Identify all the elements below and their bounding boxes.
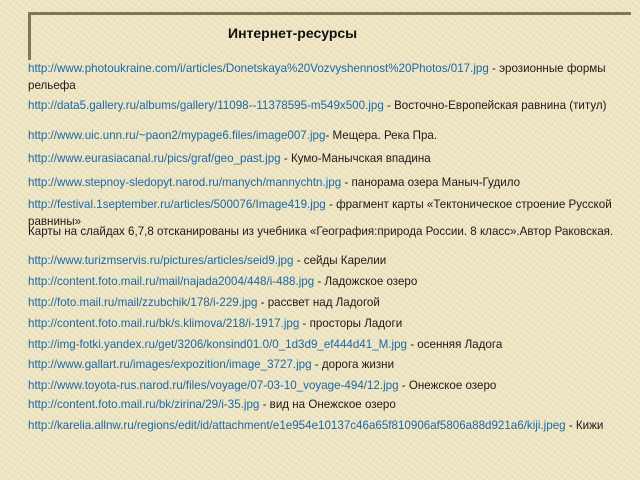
resource-link[interactable]: http://foto.mail.ru/mail/zzubchik/178/i-229.jpg [28,296,258,309]
resource-link[interactable]: http://img-fotki.yandex.ru/get/3206/konsind01.0/0_1d3d9_ef444d41_M.jpg [28,338,407,351]
list-item [28,97,628,114]
resource-link[interactable]: http://www.toyota-rus.narod.ru/files/voyage/07-03-10_voyage-494/12.jpg [28,379,399,392]
resource-description: - просторы Ладоги [299,317,403,330]
resource-description: - вид на Онежское озеро [259,398,396,411]
resource-link[interactable]: http://karelia.allnw.ru/regions/edit/id/attachment/e1e954e10137c46a65f810906af5806a88d921a6/kiji.jpeg [28,419,566,432]
resource-description: - дорога жизни [311,358,395,371]
resource-link[interactable]: http://www.turizmservis.ru/pictures/articles/seid9.jpg [28,254,294,267]
list-item [28,273,628,290]
resource-link[interactable]: http://data5.gallery.ru/albums/gallery/11098--11378595-m549x500.jpg [28,99,384,112]
resource-link[interactable]: http://www.gallart.ru/images/expozition/image_3727.jpg [28,358,312,371]
resource-link[interactable]: http://www.stepnoy-sledopyt.narod.ru/manych/mannychtn.jpg [28,176,342,189]
list-item [28,174,628,191]
resource-description: - рассвет над Ладогой [257,296,380,309]
resource-description: - панорама озера Маныч-Гудило [341,176,521,189]
list-item [28,315,628,332]
list-item [28,252,628,269]
source-note: Карты на слайдах 6,7,8 отсканированы из учебника «География:природа России. 8 класс».Автор Раковская. [28,225,614,238]
list-item [28,417,628,434]
resource-description: - Мещера. Река Пра. [325,129,438,142]
resource-link[interactable]: http://www.uic.unn.ru/~paon2/mypage6.files/image007.jpg [28,129,326,142]
resource-link[interactable]: http://content.foto.mail.ru/mail/najada2004/448/i-488.jpg [28,275,315,288]
resource-description: - осенняя Ладога [407,338,503,351]
list-item [28,127,628,144]
list-item [28,356,628,373]
resource-description: - сейды Карелии [293,254,387,267]
resource-link[interactable]: http://www.eurasiacanal.ru/pics/graf/geo_past.jpg [28,152,281,165]
resource-description: - эрозионные формы рельефа [28,62,606,92]
resource-link[interactable]: http://content.foto.mail.ru/bk/zirina/29/i-35.jpg [28,398,260,411]
list-item [28,150,628,167]
list-item [28,294,628,311]
list-item [28,336,628,353]
resource-description: - Ладожское озеро [314,275,418,288]
resource-link[interactable]: http://festival.1september.ru/articles/500076/Image419.jpg [28,198,326,211]
resource-description: - фрагмент карты «Тектоническое строение Русской равнины» [28,198,612,228]
list-item [28,60,628,94]
resource-link[interactable]: http://www.photoukraine.com/i/articles/Donetskaya%20Vozvyshennost%20Photos/017.jpg [28,62,489,75]
resource-description: - Кижи [565,419,604,432]
resource-link[interactable]: http://content.foto.mail.ru/bk/s.klimova/218/i-1917.jpg [28,317,300,330]
page-title: Интернет-ресурсы [228,25,358,41]
list-item [28,377,628,394]
resource-description: - Кумо-Манычская впадина [280,152,431,165]
resource-description: - Восточно-Европейская равнина (титул) [383,99,607,112]
resource-description: - Онежское озеро [398,379,497,392]
list-item [28,396,628,413]
